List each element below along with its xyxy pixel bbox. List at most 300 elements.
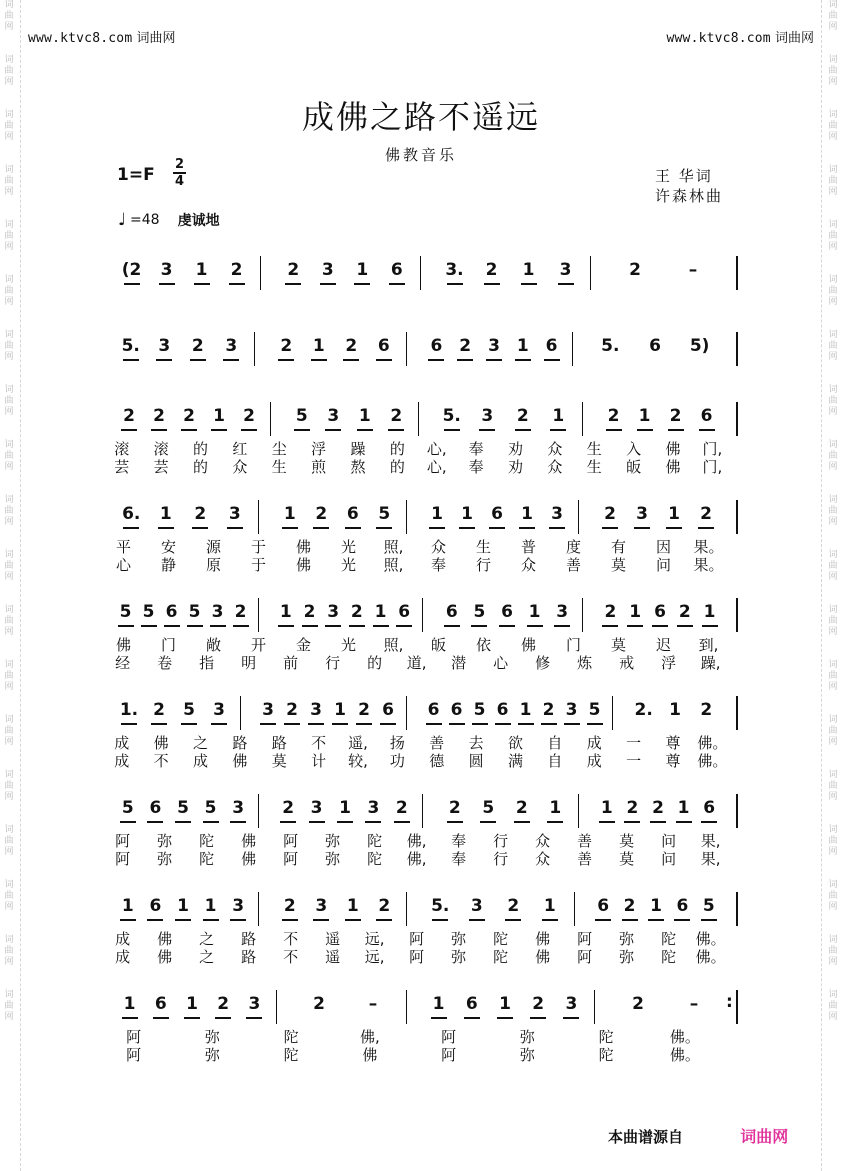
watermark-char: 网 [828,132,838,142]
note: 3 [367,798,380,818]
note: 3 [551,504,563,524]
watermark-char: 曲 [4,341,14,351]
watermark-char: 曲 [4,396,14,406]
song-subtitle: 佛教音乐 [384,146,457,164]
lyric-char: 炼 [577,654,593,672]
lyric-char: 众 [232,458,248,476]
lyric-char: 计 [311,752,327,770]
note: 6 [149,798,162,818]
beam [337,821,353,823]
note: – [688,260,698,280]
watermark-char: 词 [4,385,14,395]
lyric-char: 弥 [157,850,173,868]
lyric-char: 陀 [199,832,215,850]
note: 1 [279,602,292,622]
note: 3 [327,602,340,622]
note: 3. [445,260,464,280]
final-barline [736,696,738,730]
note: 1 [521,504,533,524]
note: 1 [703,602,716,622]
beam [499,625,515,627]
beam [194,283,210,285]
note: 2 [700,504,712,524]
watermark-char: 词 [4,165,14,175]
beam [147,821,163,823]
note: 3 [228,504,241,524]
site-name: 词曲网 [136,31,176,46]
note: 6 [501,602,513,622]
lyric-char: 阿 [441,1028,457,1046]
beam [606,429,622,431]
note: 6 [398,602,411,622]
note: 2 [194,504,207,524]
note: 5 [473,602,486,622]
watermark-char: 词 [828,880,838,890]
note: 6 [377,336,390,356]
note: 2 [448,798,461,818]
note: 1 [339,798,351,818]
barline [574,892,575,926]
beam [472,723,488,725]
note: 5. [442,406,461,426]
lyric-char: 滚 [153,440,169,458]
beam [444,625,460,627]
lyric-char: 路 [271,734,287,752]
watermark-char: 网 [4,242,14,252]
note: 3 [565,994,578,1014]
barline [418,402,419,436]
lyric-char: 佛。 [697,734,728,752]
barline [258,794,259,828]
lyric-line [0,946,842,966]
note: 2 [459,336,472,356]
lyric-char: 浮 [661,654,677,672]
beam [595,919,611,921]
watermark-char: 曲 [828,506,838,516]
beam [602,527,618,529]
note: 5 [473,700,486,720]
watermark-char: 曲 [828,946,838,956]
beam [550,429,566,431]
beam [471,625,487,627]
beam [164,625,180,627]
beam [181,723,197,725]
lyric-line [0,554,842,574]
note: 1 [668,504,680,524]
lyric-char: 不 [153,752,169,770]
beam [118,625,134,627]
lyric-char: 陀 [367,850,383,868]
watermark-char: 词 [4,275,14,285]
watermark-char: 网 [828,22,838,32]
note: 2 [280,336,293,356]
watermark-char: 曲 [828,286,838,296]
quarter-note-icon: ♩ [118,210,127,230]
watermark-char: 网 [4,957,14,967]
beam [227,527,243,529]
lyric-char: 陀 [283,1046,299,1064]
note: 3 [327,406,340,426]
watermark-char: 曲 [4,231,14,241]
watermark-char: 词 [4,330,14,340]
note: 6. [122,504,141,524]
beam [311,359,327,361]
beam [278,359,294,361]
note: 3 [213,700,225,720]
beam [698,527,714,529]
lyric-char: 众 [547,440,563,458]
lyric-char: 戒 [619,654,635,672]
note: 1 [519,700,532,720]
lyric-char: 陀 [598,1046,614,1064]
note: (2 [121,260,142,280]
beam [701,919,717,921]
lyric-char: 的 [367,654,383,672]
beam [124,283,140,285]
note: 1 [186,994,198,1014]
barline [578,794,579,828]
beam [151,429,167,431]
note: – [689,994,699,1014]
beam [284,723,300,725]
barline [422,598,423,632]
beam [459,527,475,529]
tempo-expression: 虔诚地 [177,213,220,229]
lyric-char: 依 [475,636,492,654]
note: 1 [204,896,217,916]
beam [147,919,163,921]
beam [432,919,448,921]
lyric-char: 佛 [157,930,173,948]
watermark-char: 网 [828,737,838,747]
beam [495,723,511,725]
note: 1 [543,896,556,916]
watermark-char: 网 [4,352,14,362]
lyric-char: 心 [115,556,132,574]
note: 1 [461,504,473,524]
lyric-char: 成 [115,948,131,966]
lyric-char: 陀 [598,1028,614,1046]
beam [309,821,325,823]
watermark-group [828,0,837,33]
barline [258,598,259,632]
beam [282,919,298,921]
lyric-char: 潜 [451,654,467,672]
watermark-char: 曲 [4,1001,14,1011]
site-url-left[interactable] [28,27,176,46]
lyric-char: 源 [205,538,222,556]
lyric-char: 迟 [655,636,672,654]
lyric-char: 圆 [468,752,484,770]
note: 2 [604,602,617,622]
watermark-char: 网 [828,572,838,582]
watermark-group [4,55,13,88]
note: 6 [390,260,403,280]
beam [376,527,392,529]
beam [294,429,310,431]
note: 1 [552,406,565,426]
lyric-char: 阿 [409,930,425,948]
note: 5. [601,336,620,356]
lyric-char: 明 [241,654,257,672]
watermark-char: 网 [4,297,14,307]
beam [380,723,396,725]
watermark-char: 词 [828,385,838,395]
beam [479,429,495,431]
watermark-char: 词 [4,770,14,780]
beam [345,919,361,921]
beam [480,821,496,823]
watermark-char: 词 [828,660,838,670]
barline [254,332,255,366]
beam [211,429,227,431]
final-barline [736,256,738,290]
barline [420,256,421,290]
watermark-char: 词 [4,495,14,505]
song-title: 成佛之路不遥远 [301,98,540,136]
barline [572,332,573,366]
watermark-char: 曲 [4,671,14,681]
note: 3 [556,602,569,622]
watermark-char: 词 [4,0,14,10]
note: 5. [431,896,450,916]
watermark-char: 词 [4,880,14,890]
watermark-char: 曲 [4,616,14,626]
lyric-char: 不 [283,948,299,966]
lyric-char: 莫 [619,832,635,850]
beam [203,919,219,921]
url-text: www.ktvc8.com [28,31,133,46]
watermark-char: 词 [828,165,838,175]
note: 2 [283,896,296,916]
note: 3 [262,700,274,720]
beam [602,625,618,627]
barline [612,696,613,730]
lyric-char: 行 [325,654,341,672]
lyric-char: 奉 [451,832,467,850]
beam [497,1017,513,1019]
watermark-char: 曲 [828,121,838,131]
note: 2 [153,406,165,426]
final-barline [736,794,738,828]
note: 5 [142,602,155,622]
barline [578,500,579,534]
beam [449,723,465,725]
watermark-char: 词 [828,715,838,725]
note: 3 [232,798,245,818]
note: 3 [565,700,578,720]
time-signature-top: 2 [174,157,185,172]
barline [594,990,595,1024]
lyric-char: 果。 [693,538,724,556]
lyric-char: 普 [520,538,537,556]
lyric-char: 弥 [204,1028,220,1046]
note: 2 [632,994,644,1014]
lyric-char: 佛 [665,458,681,476]
beam [229,283,245,285]
lyric-char: 卷 [157,654,173,672]
lyric-char: 躁 [350,440,366,458]
lyric-char: 的 [389,458,405,476]
watermark-char: 词 [4,660,14,670]
lyric-char: 功 [389,752,405,770]
beam [428,359,444,361]
beam [354,283,370,285]
note: 2 [604,504,616,524]
lyric-char: 劝 [508,458,524,476]
beam [447,821,463,823]
note: 3 [211,602,224,622]
note: 5 [188,602,201,622]
lyric-char: 光 [340,636,357,654]
beam [320,283,336,285]
note: 2 [358,700,370,720]
note: 1 [121,896,134,916]
note: 5) [689,336,710,356]
beam [190,359,206,361]
lyric-char: 阿 [577,948,593,966]
beam [486,359,502,361]
lyric-char: 陀 [493,930,509,948]
lyric-line [0,1044,842,1064]
note: 2 [350,602,363,622]
lyric-char: 平 [115,538,132,556]
watermark-char: 词 [828,935,838,945]
lyric-char: 满 [508,752,524,770]
watermark-group [828,55,837,88]
lyric-char: 莫 [610,556,627,574]
lyric-char: 问 [655,556,672,574]
beam [444,429,460,431]
note: 2 [629,260,641,280]
note: 1 [177,896,189,916]
beam [668,429,684,431]
lyric-char: 阿 [577,930,593,948]
note: 6 [649,336,661,356]
lyric-char: 熬 [350,458,366,476]
lyric-char: 善 [429,734,445,752]
beam [181,429,197,431]
final-barline [736,990,738,1024]
notation-line [0,990,842,1030]
note: 5 [702,896,715,916]
note: 3 [481,406,494,426]
lyric-char: 一 [626,752,642,770]
lyric-char: 经 [115,654,131,672]
lyric-char: 成 [114,752,130,770]
note: 2 [607,406,620,426]
watermark-char: 词 [828,770,838,780]
beam [587,723,603,725]
lyric-char: 成 [115,930,131,948]
lyric-char: 煎 [311,458,327,476]
lyric-char: 不 [311,734,327,752]
watermark-char: 词 [4,605,14,615]
lyric-char: 莫 [619,850,635,868]
note: 2 [183,406,195,426]
lyric-char: 佛 [241,850,257,868]
watermark-group [4,220,13,253]
note: 6 [676,896,689,916]
beam [175,821,191,823]
note: 1 [528,602,541,622]
note: 6 [703,798,716,818]
beam [356,723,372,725]
note: 6 [700,406,713,426]
watermark-char: 网 [4,77,14,87]
note: 1 [549,798,562,818]
beam [564,723,580,725]
lyric-char: 阿 [126,1046,142,1064]
footer-brand[interactable]: 词曲网 [740,1127,789,1146]
lyric-char: 成 [193,752,209,770]
lyric-char: 不 [283,930,299,948]
lyric-char: 众 [430,538,447,556]
lyric-char: 自 [547,752,563,770]
lyric-char: 善 [577,850,593,868]
beam [505,919,521,921]
watermark-char: 网 [4,682,14,692]
beam [544,359,560,361]
note: 1 [600,798,613,818]
notation-line [0,598,842,638]
watermark-char: 词 [828,495,838,505]
watermark-char: 曲 [4,66,14,76]
watermark-char: 曲 [828,176,838,186]
beam [357,429,373,431]
note: 6 [496,700,509,720]
lyric-char: 修 [535,654,551,672]
beam [285,283,301,285]
lyric-char: 弥 [619,948,635,966]
watermark-group [828,165,837,198]
beam [519,527,535,529]
beam [141,625,157,627]
lyric-char: 阿 [409,948,425,966]
final-barline [736,402,738,436]
lyric-char: 佛, [406,832,427,850]
note: 5 [121,798,134,818]
watermark-char: 词 [4,220,14,230]
note: 1 [374,602,387,622]
beam [637,429,653,431]
beam [541,723,557,725]
site-url-right[interactable] [666,27,814,46]
note: 1 [312,336,325,356]
beam [457,359,473,361]
beam [122,1017,138,1019]
note: 2 [123,406,135,426]
beam [547,821,563,823]
beam [175,919,191,921]
note: 2 [678,602,691,622]
beam [530,1017,546,1019]
note: 2 [390,406,403,426]
beam [429,527,445,529]
lyric-char: 遥, [348,734,368,752]
beam [388,429,404,431]
note: 2 [542,700,555,720]
watermark-char: 曲 [828,341,838,351]
watermark-char: 曲 [4,726,14,736]
lyric-char: 路 [232,734,248,752]
beam [514,821,530,823]
watermark-char: 曲 [828,66,838,76]
watermark-char: 词 [4,935,14,945]
lyric-char: 尘 [271,440,287,458]
note: 6 [149,896,162,916]
lyric-char: 佛。 [669,1046,700,1064]
